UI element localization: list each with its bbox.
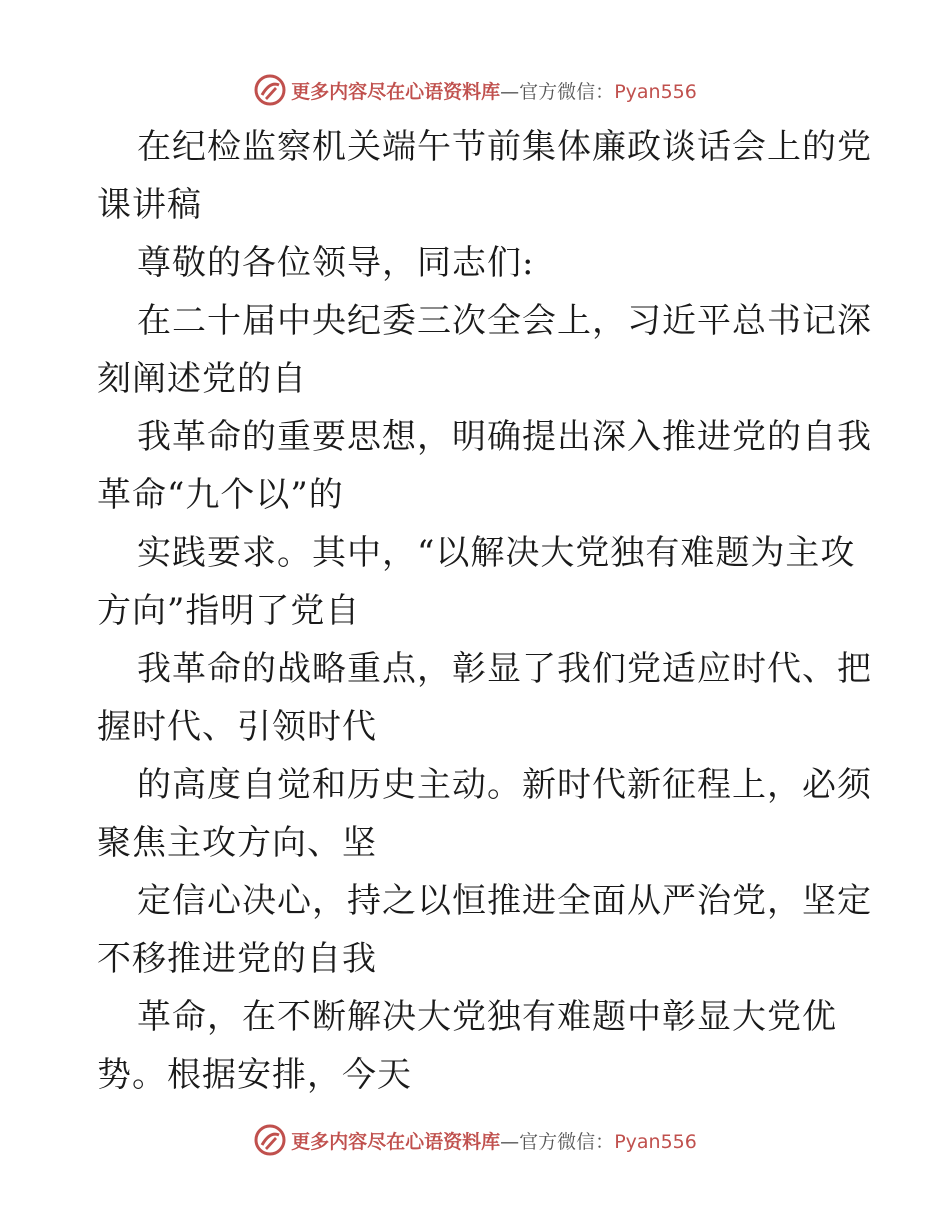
watermark-wechat-id: Pyan556 — [614, 80, 697, 103]
watermark-main: 更多内容尽在心语资料库 — [291, 80, 501, 103]
watermark-wechat-label: 官方微信： — [519, 1130, 615, 1153]
text-line: 我革命的战略重点，彰显了我们党适应时代、把 — [137, 649, 872, 689]
text-line: 在二十届中央纪委三次全会上，习近平总书记深 — [137, 301, 872, 341]
footer-watermark — [0, 1120, 950, 1160]
text-line: 定信心决心，持之以恒推进全面从严治党，坚定 — [137, 881, 872, 921]
text-line: 我革命的重要思想，明确提出深入推进党的自我 — [137, 417, 872, 457]
text-line: 方向”指明了党自 — [97, 591, 361, 631]
text-line: 尊敬的各位领导，同志们: — [137, 243, 535, 283]
text-line: 握时代、引领时代 — [97, 707, 377, 747]
brand-logo-icon — [253, 73, 287, 107]
watermark-text — [291, 1127, 697, 1154]
text-line: 革命“九个以”的 — [97, 475, 344, 515]
watermark-wechat-id: Pyan556 — [614, 1130, 697, 1153]
text-line: 势。根据安排，今天 — [97, 1055, 412, 1095]
text-line: 实践要求。其中，“以解决大党独有难题为主攻 — [137, 533, 856, 573]
text-line: 聚焦主攻方向、坚 — [97, 823, 377, 863]
watermark-text — [291, 77, 697, 104]
text-line: 刻阐述党的自 — [97, 359, 307, 399]
text-line: 在纪检监察机关端午节前集体廉政谈话会上的党 — [137, 127, 872, 167]
watermark-main: 更多内容尽在心语资料库 — [291, 1130, 501, 1153]
watermark-wechat-label: 官方微信： — [519, 80, 615, 103]
text-line: 不移推进党的自我 — [97, 939, 377, 979]
text-line: 的高度自觉和历史主动。新时代新征程上，必须 — [137, 765, 872, 805]
text-line: 课讲稿 — [97, 185, 202, 225]
watermark-separator: — — [500, 1130, 520, 1153]
document-body — [97, 118, 872, 1104]
text-line: 革命，在不断解决大党独有难题中彰显大党优 — [137, 997, 837, 1037]
header-watermark — [0, 70, 950, 110]
brand-logo-icon — [253, 1123, 287, 1157]
watermark-separator: — — [500, 80, 520, 103]
